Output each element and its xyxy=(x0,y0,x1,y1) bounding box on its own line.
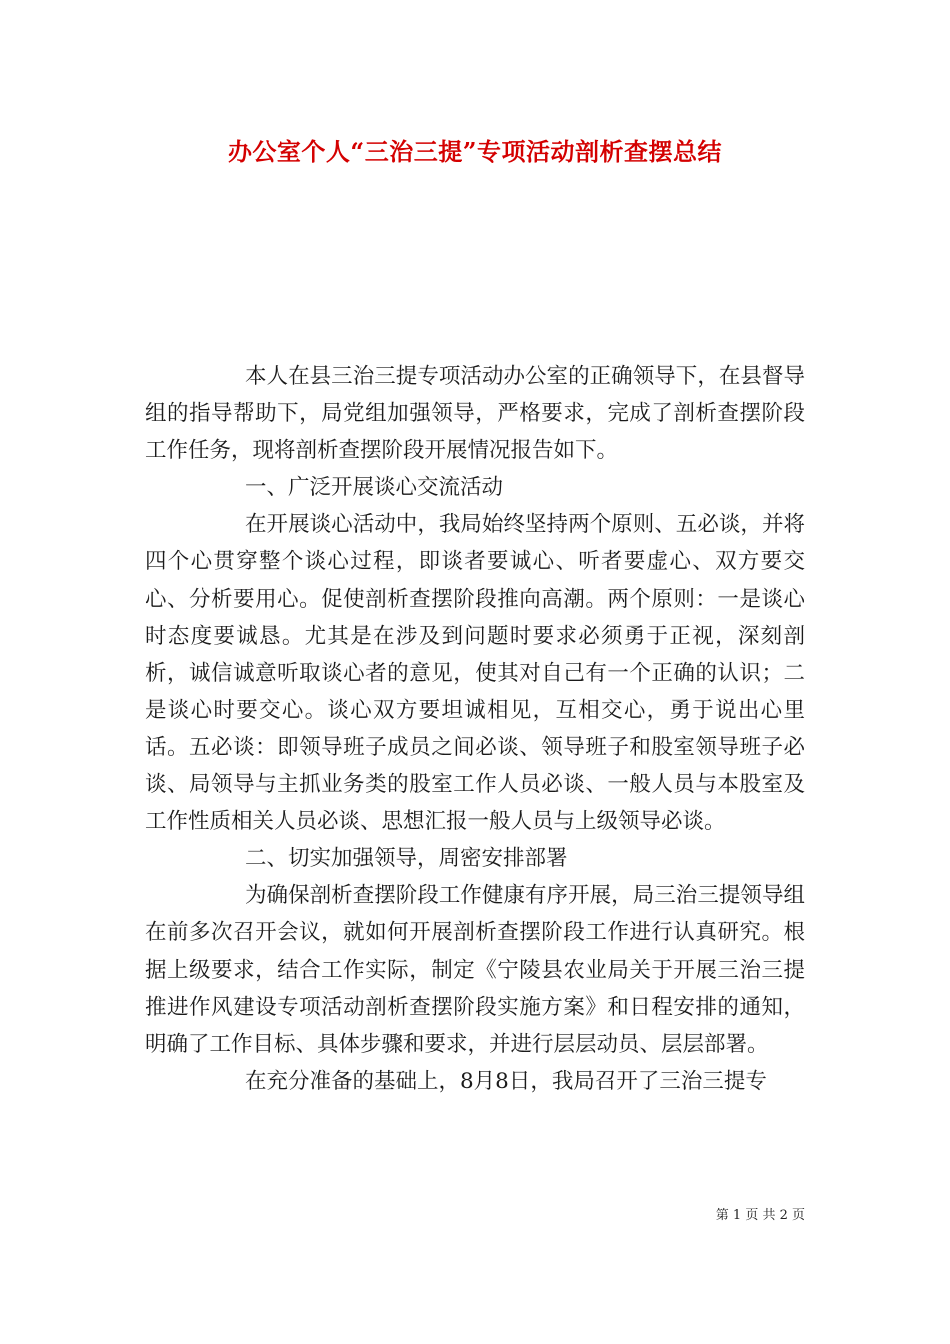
paragraph-section-1: 在开展谈心活动中，我局始终坚持两个原则、五必谈，并将四个心贯穿整个谈心过程，即谈者要诚心、听者要虚心、双方要交心、分析要用心。促使剖析查摆阶段推向高潮。两个原则：一是谈心时态度要诚恳。尤其是在涉及到问题时要求必须勇于正视，深刻剖析，诚信诚意听取谈心者的意见，使其对自己有一个正确的认识；二是谈心时要交心。谈心双方要坦诚相见，互相交心，勇于说出心里话。五必谈：即领导班子成员之间必谈、领导班子和股室领导班子必谈、局领导与主抓业务类的股室工作人员必谈、一般人员与本股室及工作性质相关人员必谈、思想汇报一般人员与上级领导必谈。 xyxy=(145,512,805,835)
paragraph-section-2-continued: 在充分准备的基础上，8月8日，我局召开了三治三提专 xyxy=(245,1068,767,1094)
paragraph-intro: 本人在县三治三提专项活动办公室的正确领导下，在县督导组的指导帮助下，局党组加强领导，严格要求，完成了剖析查摆阶段工作任务，现将剖析查摆阶段开展情况报告如下。 xyxy=(145,364,805,464)
document-body xyxy=(145,358,805,1100)
section-heading-1: 一、广泛开展谈心交流活动 xyxy=(245,475,504,501)
section-heading-2: 二、切实加强领导，周密安排部署 xyxy=(245,846,568,872)
document-title: 办公室个人“三治三提”专项活动剖析查摆总结 xyxy=(227,137,723,166)
paragraph-section-2: 为确保剖析查摆阶段工作健康有序开展，局三治三提领导组在前多次召开会议，就如何开展剖析查摆阶段工作进行认真研究。根据上级要求，结合工作实际，制定《宁陵县农业局关于开展三治三提推进作风建设专项活动剖析查摆阶段实施方案》和日程安排的通知，明确了工作目标、具体步骤和要求，并进行层层动员、层层部署。 xyxy=(145,883,805,1057)
page-number: 第 1 页 共 2 页 xyxy=(715,1208,805,1223)
